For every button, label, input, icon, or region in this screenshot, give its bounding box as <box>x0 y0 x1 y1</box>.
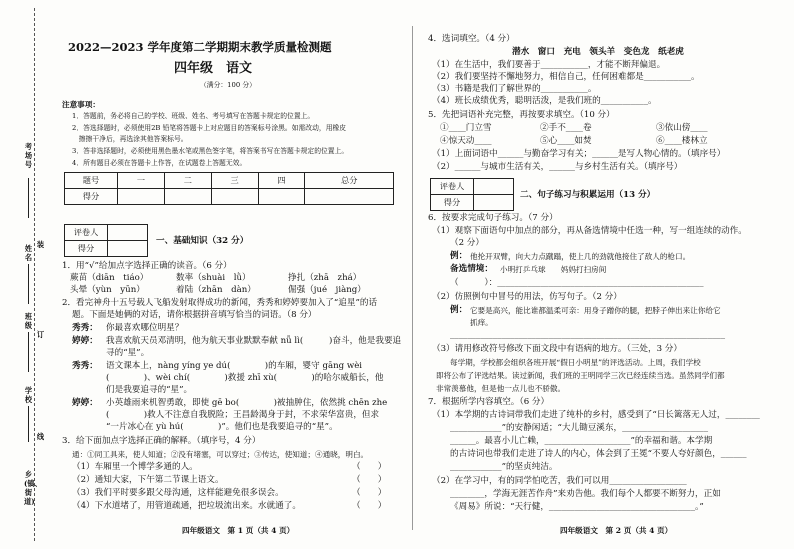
q6-p3: （3）请用修改符号修改下面文段中有语病的地方。（三处，3 分） <box>432 344 682 354</box>
q6-answer-line[interactable]: ________________________________________________________________ <box>450 330 725 340</box>
q1-item-2: 数率（shuài lǜ） <box>176 273 251 283</box>
notice-3: 3．答非选择题时，必须使用黑色墨水笔或黑色签字笔，将答案书写在答题卡规定的位置上。 <box>72 147 349 155</box>
q5-word-3[interactable]: ③依山傍____ <box>656 123 708 133</box>
binding-mark-xian: 线 <box>36 432 45 441</box>
q7-line-4: 的古诗词也带我们走进了诗人的内心，体会到了王冕“不要人夸好颜色，______ <box>450 449 747 459</box>
q5-line-1: （1）上面词语中______与勤奋学习有关；______是写人物心情的。（填序号） <box>432 149 726 159</box>
binding-label-name: 姓名 <box>24 244 33 262</box>
score-cell-3[interactable] <box>211 189 258 205</box>
section-1-heading: 一、基础知识（32 分） <box>156 236 249 246</box>
q1-stem: 1．用“√”给加点字选择正确的读音。（6 分） <box>62 261 232 271</box>
q6-example-text: 他抡开双臂，向大力点蹴蹋，使上几的劲就他接住了敌人的枪口。 <box>470 252 691 261</box>
q3-stem: 3．给下面加点字选择正确的解释。（填序号，4 分） <box>62 436 261 446</box>
section-2-heading: 二、句子练习与积累运用（13 分） <box>520 190 656 200</box>
q3-paren-3[interactable]: （ ） <box>352 488 387 498</box>
q6-paragraph-3: 非常羡慕他，但是他一点儿也不骄傲。 <box>436 384 566 393</box>
q4-item-3: （3）书籍是我们了解世界的___________。 <box>432 84 597 94</box>
q2-d4-line1: 小英雄雨来机智勇敢，即使 gē bo( )被抽肿住，依然挑 chēn zhe <box>106 398 388 408</box>
score-cell-4[interactable] <box>258 189 305 205</box>
q5-word-5[interactable]: ⑤心____如焚 <box>540 136 592 146</box>
q2-d3-line1: 语文课本上，nàng yíng ye dú( )的车厢，婴守 gāng wèi <box>106 361 363 371</box>
grader-box-2 <box>430 178 514 211</box>
left-footer: 四年级语文 第 1 页（共 4 页） <box>182 526 295 535</box>
q2-d3-line2: ( )、wèi chí( )救援 zhī xù( )的哈尔威船长，他 <box>106 373 384 383</box>
q7-line-8: 《周易》所说：“天行健，__________________________________。” <box>450 502 704 512</box>
q6-p2: （2）仿照例句中冒号的用法，仿写句子。（2 分） <box>432 292 622 302</box>
binding-mark-zhuang: 装 <box>36 240 45 249</box>
grader-score-label-2: 得分 <box>431 195 474 211</box>
score-cell-total[interactable] <box>305 189 394 205</box>
q2-d4-speaker: 婷婷： <box>72 398 98 408</box>
exam-title: 2022—2023 学年度第二学期期末教学质量检测题 <box>68 40 332 54</box>
notice-2: 2．答选择题时，必须使用2B 铅笔将答题卡上对应题目的答案标号涂黑。如需改动，用橡皮 <box>72 124 347 132</box>
grader-cell[interactable] <box>108 225 148 241</box>
q2-d3-line3: 们是我要追寻的“星”。 <box>106 385 193 395</box>
q3-paren-4[interactable]: （ ） <box>352 501 387 511</box>
binding-label-school: 学校 <box>24 386 33 404</box>
q5-word-4[interactable]: ④惊天动____ <box>440 136 492 146</box>
q2-d3-speaker: 秀秀： <box>72 361 98 371</box>
q6-p1-line2: （2 分） <box>450 238 484 248</box>
grader-box-1 <box>64 224 148 257</box>
q5-word-6[interactable]: ⑥____楼林立 <box>656 136 708 146</box>
score-table <box>64 172 394 205</box>
binding-label-class: 班级 <box>24 312 33 330</box>
score-cell-2[interactable] <box>164 189 211 205</box>
q7-line-5: ____________”的坚贞纯洁。 <box>450 462 558 472</box>
grader-label-2: 评卷人 <box>431 179 474 195</box>
binding-label-town: 乡(镇、街道) <box>24 470 42 506</box>
q2-d4-line2: ( )救人不注意自我脱险；王昌龄渴身于封，不求荣华富贵，但求 <box>106 410 380 420</box>
q3-paren-1[interactable]: （ ） <box>352 462 387 472</box>
q2-d2-line2: 寻的“星”。 <box>106 348 150 358</box>
page-divider <box>412 26 413 530</box>
q3-paren-2[interactable]: （ ） <box>352 475 387 485</box>
grader-label: 评卷人 <box>65 225 108 241</box>
full-score: （满分：100 分） <box>200 81 256 89</box>
q1-item-1: 蕨苗（diān tiáo） <box>70 273 149 283</box>
q6-example2-label: 例： <box>450 305 468 315</box>
q7-line-6: （2）在学习中，有的同学怕吃苦，我们可以用__________________ <box>432 476 687 486</box>
q7-line-7: ________，学海无涯苦作舟”来劝告他。我们每个人都要不断努力，正如 <box>450 489 721 499</box>
binding-mark-ding: 订 <box>36 330 45 339</box>
grader-score-cell[interactable] <box>108 241 148 257</box>
score-cell-1[interactable] <box>118 189 165 205</box>
q6-example2-line1: 它要是高兴，能比谁都温柔可亲：用身子蹭你的腿，把脖子伸出来让你给它 <box>470 306 721 315</box>
q6-paragraph-1: 每学期，学校都会组织各班开展“假日小明星”的评选活动。上周，我们学校 <box>450 358 701 367</box>
q5-word-1[interactable]: ①____门立雪 <box>440 123 492 133</box>
q6-choice-label: 备选情境： <box>450 264 493 274</box>
q6-paragraph-2: 即将公布了评选结果。读过新闻，我们班的王明同学三次已经连续当选。虽然同学们都 <box>436 371 725 380</box>
q5-word-2[interactable]: ②手不____卷 <box>540 123 592 133</box>
q6-example-label: 例： <box>450 251 468 261</box>
q4-item-1: （1）在生活中，我们要善于___________，才能不断拜偏退。 <box>432 60 666 70</box>
q1-item-6: 倔强（jué jiàng） <box>288 285 366 295</box>
score-header-total: 总分 <box>305 173 394 189</box>
q7-stem: 7．根据所学内容填空。（6 分） <box>428 397 550 407</box>
binding-label-exam-room: 考场号 <box>24 142 33 169</box>
right-footer: 四年级语文 第 2 页（共 4 页） <box>560 526 673 535</box>
grader-cell-2[interactable] <box>474 179 514 195</box>
notice-2b: 擦擦干净后，再选涂其他答案标号。 <box>72 135 188 143</box>
q6-choice-text: 小明打乒乓球 妈妈打扫房间 <box>500 265 607 274</box>
q6-stem: 6．按要求完成句子练习。（7 分） <box>428 213 558 223</box>
q4-stem: 4．选词填空。（4 分） <box>428 34 515 44</box>
score-header-2: 二 <box>164 173 211 189</box>
q3-item-2: （2）通知大家，下午第二节课上语文。 <box>72 475 224 485</box>
q3-item-3: （3）我们平时要多跟父母沟通，这样能避免很多误会。 <box>72 488 284 498</box>
q1-item-3: 挣扎（zhā zhá） <box>288 273 362 283</box>
q5-stem: 5．先把词语补充完整，再按要求填空。（10 分） <box>428 110 615 120</box>
q7-line-3: ______。最喜小儿亡赖，____________________”的幸福和谐。本学期 <box>450 436 713 446</box>
q7-line-2: ____________”的安静闲适；“大儿锄豆溪东，____________________ <box>450 423 709 433</box>
notice-title: 注意事项： <box>62 100 100 109</box>
q3-options: 通：①同工具来，使人知道；②没有堵塞，可以穿过；③传达，使知道；④通晓，明白。 <box>72 450 369 459</box>
q6-p1-line1: （1）观察下面语句中加点的部分，再从备选情境中任选一种，写一组连续的动作。 <box>432 226 747 236</box>
notice-1: 1．答题前，务必将自己的学校、班级、姓名、考号填写在答题卡规定的位置上。 <box>72 112 315 120</box>
q2-d2-speaker: 婷婷： <box>72 336 98 346</box>
q4-item-4: （4）班长成绩优秀，聪明活泼，是我们班的___________。 <box>432 96 657 106</box>
q4-word-bank: 潜水 窗口 充电 领头羊 变色龙 纸老虎 <box>512 47 684 57</box>
q6-example2-line2: 抓痒。 <box>470 318 493 327</box>
q2-d1-text: 你最喜欢哪位明星？ <box>106 323 184 333</box>
q4-item-2: （2）我们要坚持不懈地努力，相信自己，任何困难都是___________。 <box>432 72 700 82</box>
q2-d2-line1: 我喜欢航天员邓清明，他为航天事业默默奉献 nǚ lì( )奋斗，他是我要追 <box>106 336 402 346</box>
q2-d4-line3: “一片冰心在 yù hú( )”。他们也是我要追寻的“星”。 <box>106 422 338 432</box>
q1-item-4: 头晕（yùn yūn） <box>70 285 145 295</box>
q2-d1-speaker: 秀秀： <box>72 323 98 333</box>
q1-item-5: 着陆（zhān dàn） <box>176 285 256 295</box>
q2-stem-2: 题。下面是她俩的对话，请你根据拼音填写恰当的词语。（8 分） <box>72 310 317 320</box>
q2-stem-1: 2．看完神舟十五号载人飞船发射取得成功的新闻，秀秀和婷婷要加入了“追星”的话 <box>62 298 378 308</box>
q3-item-4: （4）下水道堵了，用管道疏通，把垃圾流出来。水就通了。 <box>72 501 301 511</box>
exam-subtitle: 四年级 语文 <box>174 61 253 76</box>
notice-4: 4．所有题目必须在答题卡上作答，在试题卷上答题无效。 <box>72 159 247 167</box>
grader-score-label: 得分 <box>65 241 108 257</box>
score-row-label: 得分 <box>65 189 118 205</box>
q3-item-1: （1）车厢里一个博学多通的人。 <box>72 462 198 472</box>
grader-score-cell-2[interactable] <box>474 195 514 211</box>
score-header-4: 四 <box>258 173 305 189</box>
score-header-3: 三 <box>211 173 258 189</box>
q6-choice-answer[interactable]: （ ）：________________________________________________ <box>450 278 704 288</box>
score-header-number: 题号 <box>65 173 118 189</box>
q7-line-1: （1）本学期的古诗词带我们走进了纯朴的乡村，感受到了“日长篱落无人过，________ <box>432 410 760 420</box>
score-header-1: 一 <box>118 173 165 189</box>
q5-line-2: （2）______与城市生活有关，______与乡村生活有关。（填序号） <box>432 162 683 172</box>
